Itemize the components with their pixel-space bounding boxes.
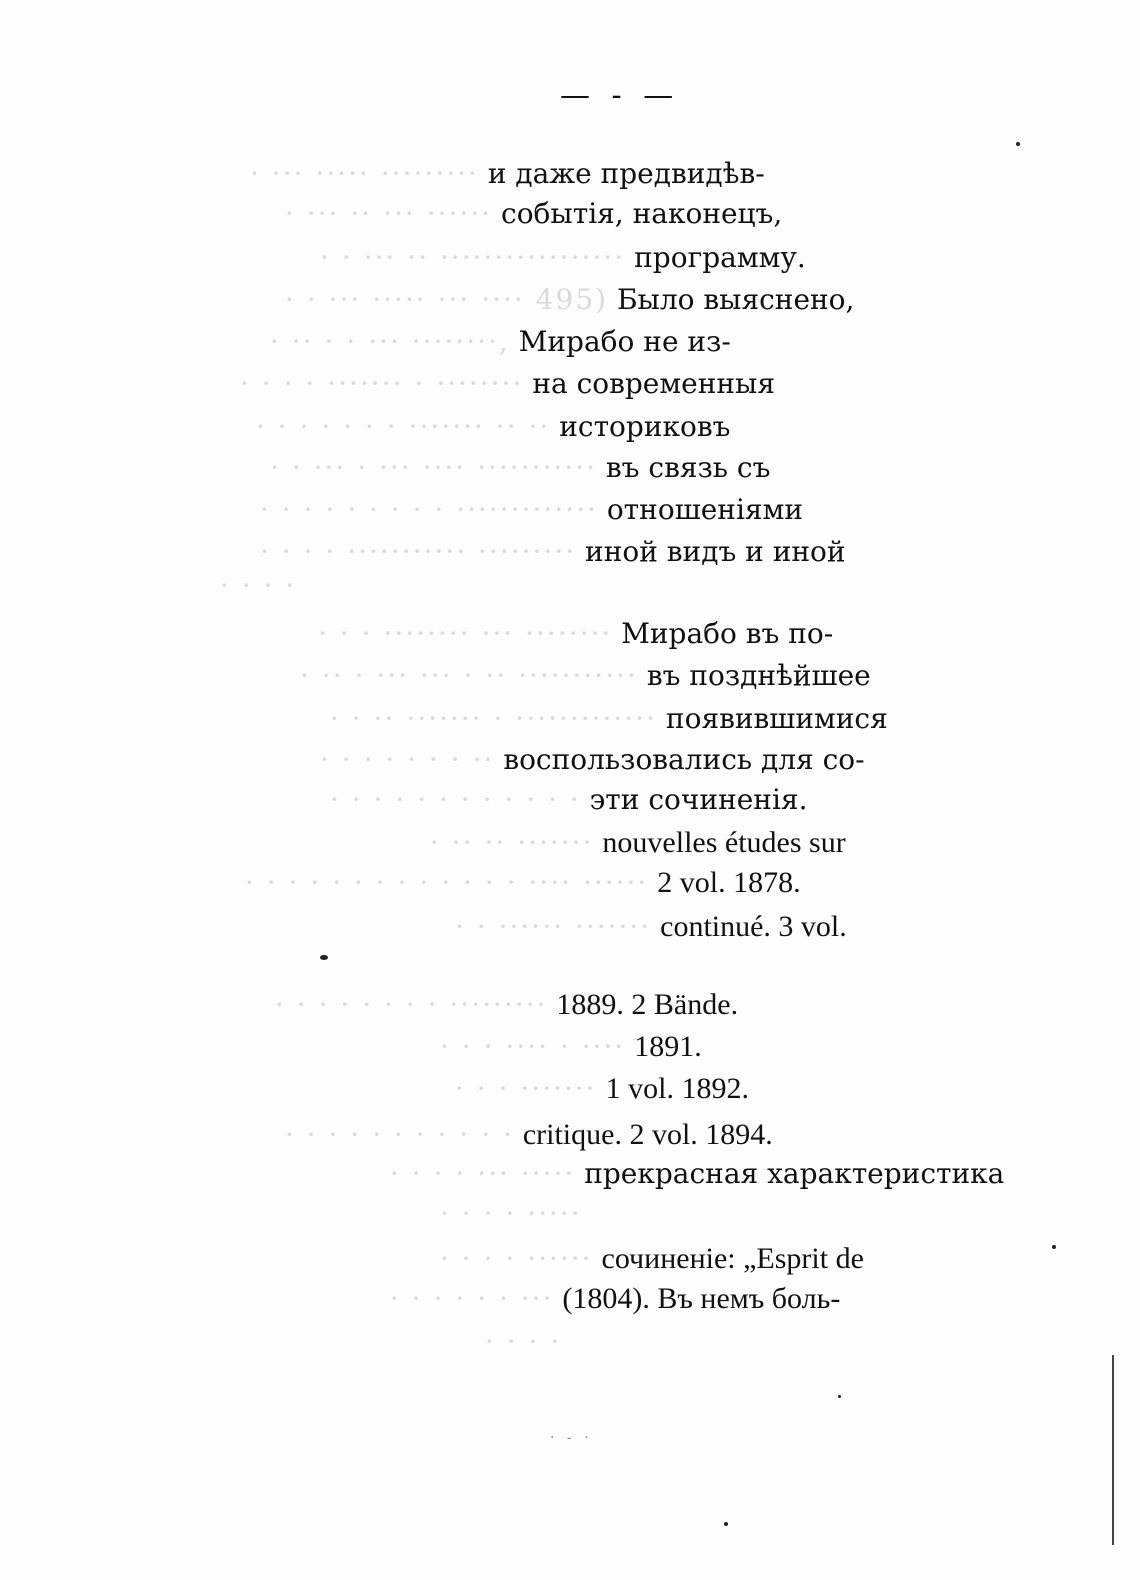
text-line: · · · ········ ··· ········ Мирабо въ по- <box>318 617 834 650</box>
scan-edge-line <box>1112 1355 1114 1545</box>
text-line: · · · · · · · · · · · · эти сочиненія. <box>330 783 808 816</box>
text-line-content: сочиненіе: „Esprit de <box>601 1242 864 1275</box>
scan-speck <box>724 1522 728 1526</box>
text-line-content: Мирабо въ по- <box>621 617 834 650</box>
text-line-content: 1 vol. 1892. <box>605 1072 749 1105</box>
text-line: · ··· ····· ········· и даже предвидѣв- <box>250 157 765 190</box>
text-line: · ·· · ··· ··· · ·· ··········· въ позднѣйшее <box>300 659 871 692</box>
text-line-content: nouvelles études sur <box>602 826 846 859</box>
text-line: · · ······ ······· continué. 3 vol. <box>455 910 847 943</box>
text-line-content: историковъ <box>559 410 731 443</box>
scan-speck <box>320 955 328 960</box>
text-line-content: въ позднѣйшее <box>646 659 871 692</box>
text-line-content: (1804). Въ немъ боль- <box>562 1282 841 1315</box>
text-line: · · · · ····· <box>440 1197 582 1230</box>
text-line-content: critique. 2 vol. 1894. <box>522 1118 773 1151</box>
text-line: · · · · · · ··· (1804). Въ немъ боль- <box>390 1282 841 1315</box>
text-line-content: Было выяснено, <box>616 283 855 316</box>
text-line: · · · · ······ сочиненіе: „Esprit de <box>440 1242 864 1275</box>
text-line: · · · ···· · ···· 1891. <box>440 1030 702 1063</box>
text-line: · · ·· ······· · ············· появившимися <box>330 702 888 735</box>
text-line: · ·· · · ··· ········, Мирабо не из- <box>270 325 731 358</box>
scan-speck <box>1016 142 1020 146</box>
text-line: · · · · ······· · ········ на современныя <box>240 367 776 400</box>
text-line: · · · · ··········· ········· иной видъ и иной <box>260 535 846 568</box>
text-line: · · · · · · · · · · · · · ···· ······ 2 vol. 1878. <box>245 866 801 899</box>
text-line-content: программу. <box>634 241 806 274</box>
text-line: · · · · <box>485 1325 562 1358</box>
page-footer-mark: · - · <box>550 1430 593 1446</box>
text-line-content: отношеніями <box>606 493 804 526</box>
text-line: · · ··· · ··· ···· ··········· въ связь съ <box>270 451 771 484</box>
text-line-content: эти сочиненія. <box>589 783 808 816</box>
text-line: · · · · · · · · · · · critique. 2 vol. 1894. <box>285 1118 773 1151</box>
text-line: · · · · · · · · · ············· отношеніями <box>260 493 804 526</box>
text-line-content: воспользовались для со- <box>503 743 865 776</box>
text-line: · · · · · · · ·· воспользовались для со- <box>320 743 865 776</box>
text-line-content: 2 vol. 1878. <box>657 866 801 899</box>
text-line-content: иной видъ и иной <box>585 535 846 568</box>
text-line-content: 1891. <box>634 1030 702 1063</box>
text-line-content: Мирабо не из- <box>518 325 731 358</box>
page-header-mark: — - — <box>560 78 680 113</box>
text-line: · · · · · · · ······· ·· ·· историковъ <box>256 410 731 443</box>
text-line: · · ··· ····· ··· ···· 495) Было выяснено, <box>285 283 855 316</box>
text-line: · ·· ·· ······· nouvelles études sur <box>430 826 846 859</box>
text-line-content: появившимися <box>665 702 888 735</box>
text-line-content: въ связь съ <box>605 451 771 484</box>
text-line: · · · · <box>220 569 297 602</box>
text-line-content: и даже предвидѣв- <box>487 157 765 190</box>
text-line-content: на современныя <box>532 367 776 400</box>
text-line-content: прекрасная характеристика <box>584 1157 1005 1190</box>
text-line: · · ··· ·· ················· программу. <box>320 241 806 274</box>
text-line-content: 1889. 2 Bände. <box>556 988 739 1021</box>
text-line: · · · ······· 1 vol. 1892. <box>455 1072 749 1105</box>
text-line: · ··· ·· ··· ······ событія, наконецъ, <box>285 197 783 230</box>
scan-speck <box>838 1395 841 1398</box>
scan-speck <box>1052 1245 1056 1249</box>
text-line: · · · · · · · · ········· 1889. 2 Bände. <box>275 988 739 1021</box>
text-line: · · · · ··· ····· прекрасная характеристика <box>390 1157 1005 1190</box>
text-line-content: continué. 3 vol. <box>660 910 847 943</box>
text-line-content: событія, наконецъ, <box>501 197 783 230</box>
